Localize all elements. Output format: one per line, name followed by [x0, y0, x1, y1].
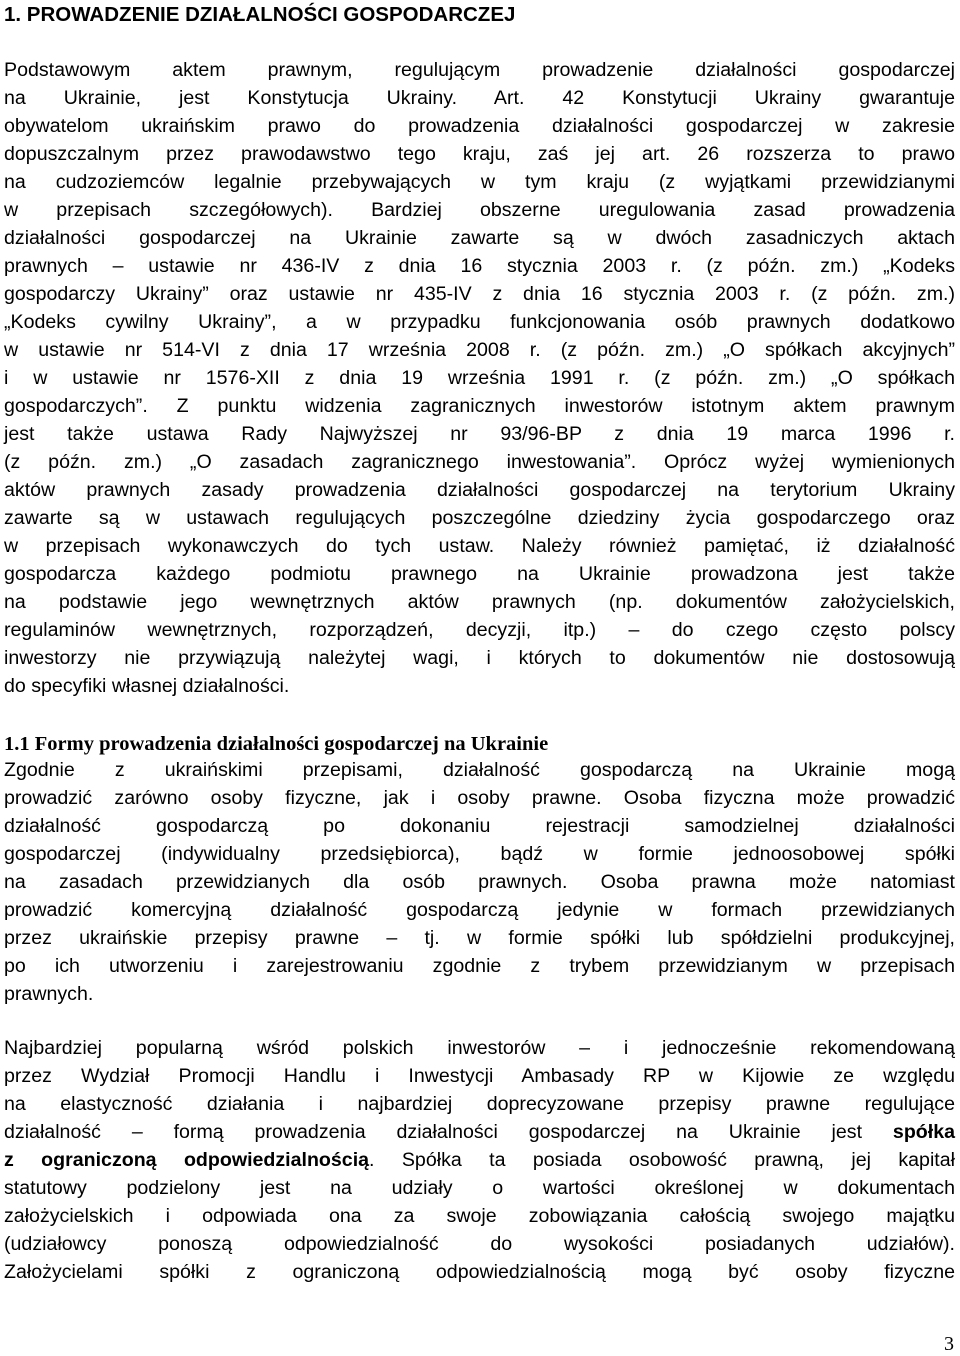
- text-line: gospodarczy Ukrainy” oraz ustawie nr 435-IV z dnia 16 stycznia 2003 r. (z późn. zm.): [4, 283, 955, 305]
- text-line: do specyfiki własnej działalności.: [4, 675, 290, 697]
- text-line: w przepisach szczegółowych). Bardziej obszerne uregulowania zasad prowadzenia: [4, 199, 955, 221]
- paragraph-legal-basis: [4, 56, 955, 700]
- paragraph-llc: [4, 1034, 955, 1286]
- text-line: przez ukraińskie przepisy prawne – tj. w formie spółki lub spółdzielni produkcyjnej,: [4, 927, 955, 949]
- text-line: gospodarcza każdego podmiotu prawnego na Ukrainie prowadzona jest także: [4, 563, 955, 585]
- text-line: w przepisach wykonawczych do tych ustaw. Należy również pamiętać, iż działalność: [4, 535, 955, 557]
- paragraph-business-forms: [4, 756, 955, 1008]
- text-line: [4, 1146, 955, 1174]
- text-line: na podstawie jego wewnętrznych aktów prawnych (np. dokumentów założycielskich,: [4, 591, 955, 613]
- text-line: gospodarczych”. Z punktu widzenia zagranicznych inwestorów istotnym aktem prawnym: [4, 395, 955, 417]
- text-segment: . Spółka ta posiada osobowość prawną, jej kapitał: [369, 1149, 955, 1171]
- text-line: „Kodeks cywilny Ukrainy”, a w przypadku funkcjonowania osób prawnych dodatkowo: [4, 311, 955, 333]
- text-line: po ich utworzeniu i zarejestrowaniu zgodnie z trybem przewidzianym w przepisach: [4, 955, 955, 977]
- text-line: na elastyczność działania i najbardziej doprecyzowane przepisy prawne regulujące: [4, 1093, 955, 1115]
- text-line: (udziałowcy ponoszą odpowiedzialność do wysokości posiadanych udziałów).: [4, 1233, 955, 1255]
- text-line: zawarte są w ustawach regulujących poszczególne dziedziny życia gospodarczego oraz: [4, 507, 955, 529]
- bold-term: z ograniczoną odpowiedzialnością: [4, 1149, 370, 1171]
- text-line: gospodarczej (indywidualny przedsiębiorca), bądź w formie jednoosobowej spółki: [4, 843, 955, 865]
- section-heading: 1.1 Formy prowadzenia działalności gospodarczej na Ukrainie: [4, 733, 549, 755]
- text-line: dopuszczalnym przez prawodawstwo tego kraju, zaś jej art. 26 rozszerza to prawo: [4, 143, 955, 165]
- text-line: prawnych.: [4, 983, 94, 1005]
- text-line: prowadzić komercyjną działalność gospodarczą jedynie w formach przewidzianych: [4, 899, 955, 921]
- text-line: aktów prawnych zasady prowadzenia działalności gospodarczej na terytorium Ukrainy: [4, 479, 955, 501]
- text-line: na zasadach przewidzianych dla osób prawnych. Osoba prawna może natomiast: [4, 871, 955, 893]
- text-line: na Ukrainie, jest Konstytucja Ukrainy. Art. 42 Konstytucji Ukrainy gwarantuje: [4, 87, 955, 109]
- text-line: regulaminów wewnętrznych, rozporządzeń, decyzji, itp.) – do czego często polscy: [4, 619, 955, 641]
- text-line: i w ustawie nr 1576-XII z dnia 19 września 1991 r. (z późn. zm.) „O spółkach: [4, 367, 955, 389]
- text-line: działalność gospodarczą po dokonaniu rejestracji samodzielnej działalności: [4, 815, 955, 837]
- text-line: prawnych – ustawie nr 436-IV z dnia 16 stycznia 2003 r. (z późn. zm.) „Kodeks: [4, 255, 955, 277]
- page-number: 3: [944, 1333, 954, 1355]
- text-line: Podstawowym aktem prawnym, regulującym prowadzenie działalności gospodarczej: [4, 59, 955, 81]
- text-line: Zgodnie z ukraińskimi przepisami, działalność gospodarczą na Ukrainie mogą: [4, 759, 955, 781]
- bold-term: spółka: [892, 1121, 955, 1143]
- text-line: założycielskich i odpowiada ona za swoje zobowiązania całością swojego majątku: [4, 1205, 955, 1227]
- text-line: Najbardziej popularną wśród polskich inwestorów – i jednocześnie rekomendowaną: [4, 1037, 955, 1059]
- text-line: prowadzić zarówno osoby fizyczne, jak i osoby prawne. Osoba fizyczna może prowadzić: [4, 787, 955, 809]
- text-line: Założycielami spółki z ograniczoną odpowiedzialnością mogą być osoby fizyczne: [4, 1261, 955, 1283]
- text-segment: działalność – formą prowadzenia działalności gospodarczej na Ukrainie jest: [4, 1121, 893, 1143]
- text-line: w ustawie nr 514-VI z dnia 17 września 2008 r. (z późn. zm.) „O spółkach akcyjnych”: [4, 339, 955, 361]
- text-line: statutowy podzielony jest na udziały o wartości określonej w dokumentach: [4, 1177, 955, 1199]
- text-line: na cudzoziemców legalnie przebywających w tym kraju (z wyjątkami przewidzianymi: [4, 171, 955, 193]
- text-line: (z późn. zm.) „O zasadach zagranicznego inwestowania”. Oprócz wyżej wymienionych: [4, 451, 955, 473]
- text-line: obywatelom ukraińskim prawo do prowadzenia działalności gospodarczej w zakresie: [4, 115, 955, 137]
- text-line: działalności gospodarczej na Ukrainie zawarte są w dwóch zasadniczych aktach: [4, 227, 955, 249]
- text-line: przez Wydział Promocji Handlu i Inwestycji Ambasady RP w Kijowie ze względu: [4, 1065, 955, 1087]
- text-line: jest także ustawa Rady Najwyższej nr 93/96-BP z dnia 19 marca 1996 r.: [4, 423, 955, 445]
- text-line: [4, 1118, 955, 1146]
- text-line: inwestorzy nie przywiązują należytej wagi, i których to dokumentów nie dostosowują: [4, 647, 955, 669]
- chapter-heading: 1. PROWADZENIE DZIAŁALNOŚCI GOSPODARCZEJ: [4, 3, 516, 26]
